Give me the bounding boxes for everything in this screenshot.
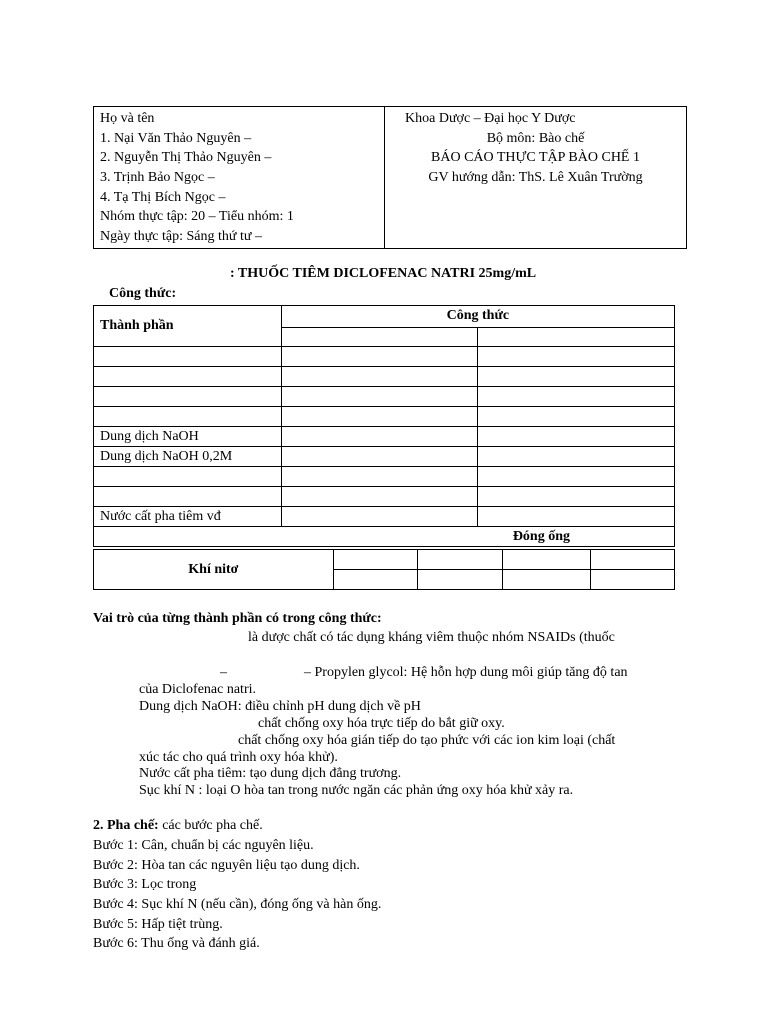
- prep-step: Bước 1: Cân, chuẩn bị các nguyên liệu.: [93, 838, 314, 853]
- prep-step: Bước 2: Hòa tan các nguyên liệu tạo dung dịch.: [93, 858, 360, 873]
- formula-table: [93, 305, 675, 547]
- component-cell: [94, 407, 282, 427]
- name-label: Họ và tên: [100, 111, 155, 126]
- component-header: Thành phần: [94, 306, 282, 347]
- ampoule-row: Đóng ống: [94, 527, 675, 547]
- student-4: 4. Tạ Thị Bích Ngọc –: [100, 189, 226, 205]
- prep-heading: [93, 817, 263, 835]
- document-title: : THUỐC TIÊM DICLOFENAC NATRI 25mg/mL: [230, 266, 537, 281]
- department: Bộ môn: Bào chế: [486, 130, 585, 146]
- formula-subcell: [478, 327, 675, 346]
- roles-line: chất chống oxy hóa gián tiếp do tạo phức với các ion kim loại (chất: [238, 733, 616, 748]
- prep-step: Bước 5: Hấp tiệt trùng.: [93, 917, 223, 932]
- faculty: Khoa Dược – Đại học Y Dược: [405, 111, 576, 126]
- roles-line: xúc tác cho quá trình oxy hóa khử).: [139, 750, 338, 765]
- table-row: [94, 407, 675, 427]
- prep-step: Bước 6: Thu ống và đánh giá.: [93, 936, 260, 951]
- nitrogen-table: [93, 549, 675, 590]
- prep-step: Bước 4: Sục khí N (nếu cần), đóng ống và hàn ống.: [93, 897, 382, 912]
- table-row: [94, 507, 675, 527]
- formula-label: Công thức:: [109, 286, 177, 301]
- header-table: [93, 106, 687, 249]
- component-cell: [94, 467, 282, 487]
- prep-step: Bước 3: Lọc trong: [93, 877, 197, 892]
- student-1: 1. Nại Văn Thảo Nguyên –: [100, 130, 252, 146]
- practice-date: Ngày thực tập: Sáng thứ tư –: [100, 229, 262, 245]
- table-row: [94, 427, 675, 447]
- roles-line: chất chống oxy hóa trực tiếp do bắt giữ oxy.: [258, 716, 505, 731]
- formula-subcell: [281, 327, 478, 346]
- student-info-cell: [94, 107, 385, 249]
- table-row: [94, 447, 675, 467]
- course-info-cell: [385, 107, 687, 249]
- roles-line: là dược chất có tác dụng kháng viêm thuộc nhóm NSAIDs (thuốc: [248, 630, 615, 645]
- roles-line: –: [220, 665, 227, 680]
- component-cell: [94, 367, 282, 387]
- roles-line: – Propylen glycol: Hệ hỗn hợp dung môi giúp tăng độ tan: [304, 665, 628, 680]
- component-cell: Dung dịch NaOH 0,2M: [94, 447, 282, 467]
- prep-heading-bold: 2. Pha chế:: [93, 818, 159, 833]
- prep-heading-rest: các bước pha chế.: [158, 818, 263, 833]
- table-row: [94, 367, 675, 387]
- table-row: [94, 387, 675, 407]
- roles-line: Sục khí N : loại O hòa tan trong nước ngăn các phản ứng oxy hóa khử xảy ra.: [139, 783, 574, 798]
- component-cell: Nước cất pha tiêm vđ: [94, 507, 282, 527]
- formula-header: Công thức: [281, 306, 674, 328]
- roles-line: của Diclofenac natri.: [139, 682, 256, 697]
- student-2: 2. Nguyễn Thị Thảo Nguyên –: [100, 150, 272, 166]
- table-row: [94, 487, 675, 507]
- table-row: [94, 347, 675, 367]
- table-row: [94, 467, 675, 487]
- instructor: GV hướng dẫn: ThS. Lê Xuân Trường: [428, 170, 643, 186]
- roles-heading: Vai trò của từng thành phần có trong công thức:: [93, 611, 382, 626]
- roles-line: Nước cất pha tiêm: tạo dung dịch đẳng trương.: [139, 766, 402, 781]
- component-cell: [94, 387, 282, 407]
- component-cell: [94, 487, 282, 507]
- group-info: Nhóm thực tập: 20 – Tiểu nhóm: 1: [100, 209, 294, 225]
- student-3: 3. Trịnh Bảo Ngọc –: [100, 170, 215, 186]
- component-cell: [94, 347, 282, 367]
- nitrogen-label: Khí nitơ: [94, 550, 334, 590]
- roles-line: Dung dịch NaOH: điều chỉnh pH dung dịch về pH: [139, 699, 421, 714]
- component-cell: Dung dịch NaOH: [94, 427, 282, 447]
- table-row: [94, 527, 675, 547]
- report-title: BÁO CÁO THỰC TẬP BÀO CHẾ 1: [431, 150, 640, 166]
